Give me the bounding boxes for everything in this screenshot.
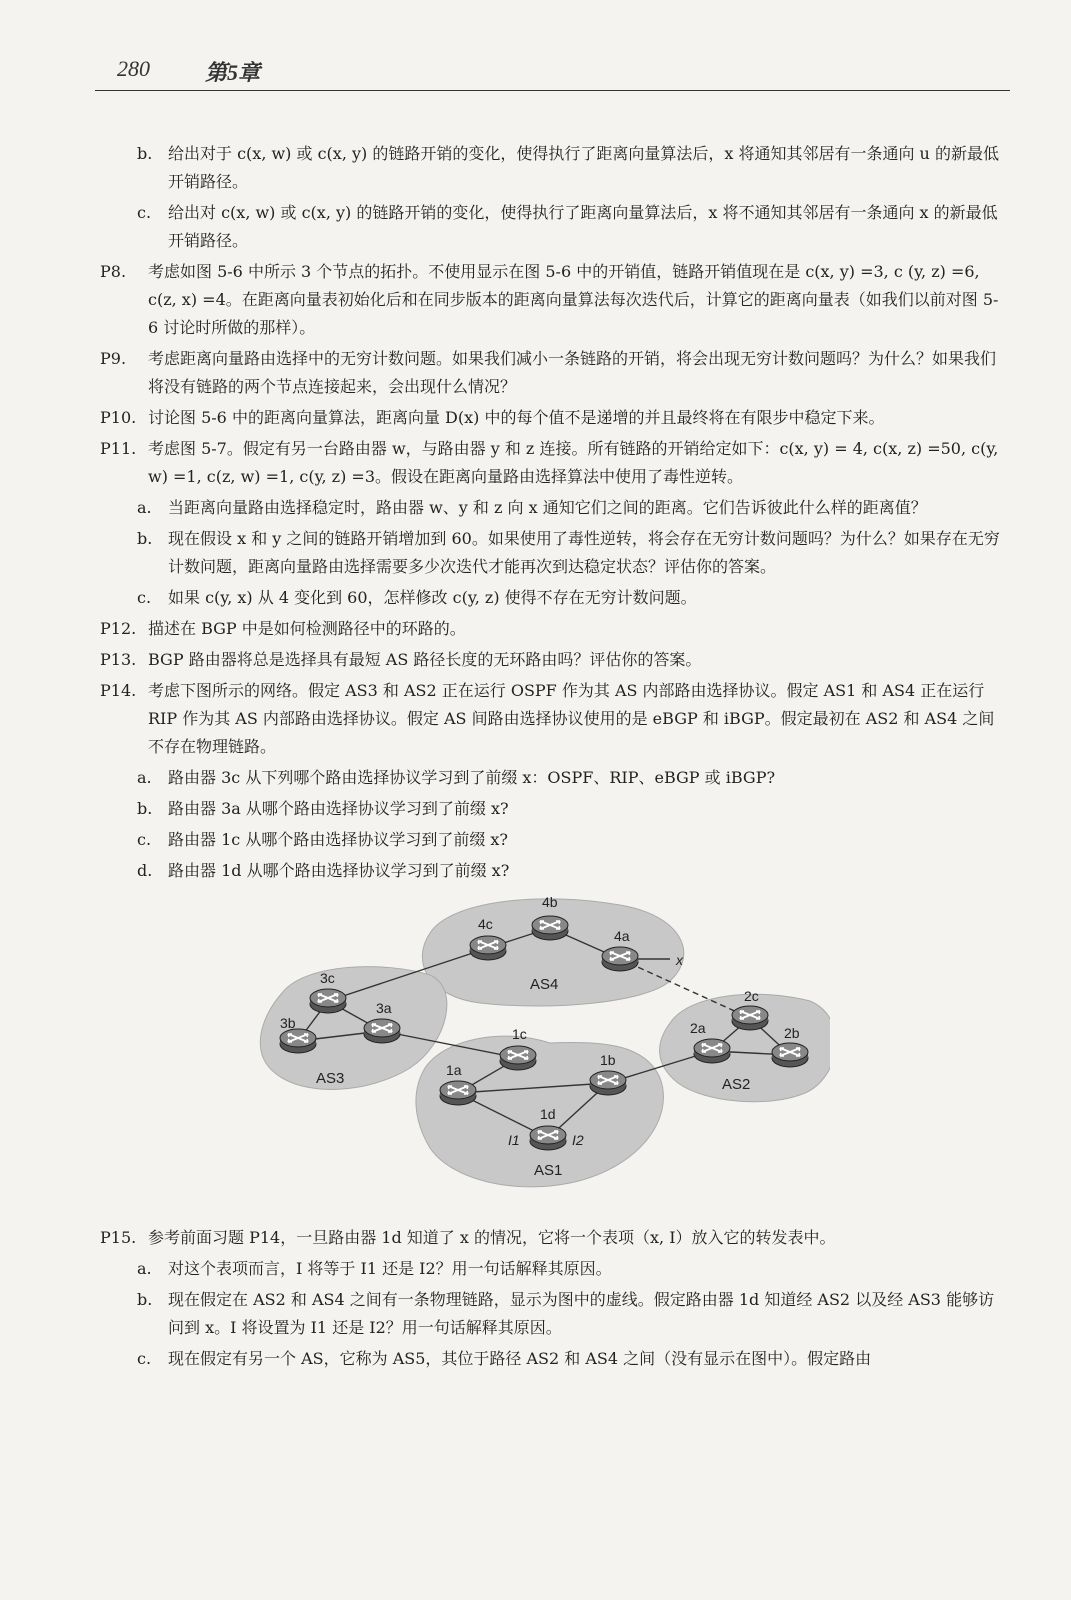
item-text: 讨论图 5-6 中的距离向量算法，距离向量 D(x) 中的每个值不是递增的并且最终将在有限步中稳定下来。 — [148, 408, 885, 427]
label-prefix-x: x — [676, 952, 683, 968]
subproblem-item — [100, 764, 1005, 792]
label-3c: 3c — [320, 970, 335, 986]
problem-item — [100, 258, 1005, 342]
label-1a: 1a — [446, 1062, 462, 1078]
item-text: 路由器 3c 从下列哪个路由选择协议学习到了前缀 x：OSPF、RIP、eBGP 或 iBGP? — [168, 768, 776, 787]
label-as3: AS3 — [316, 1070, 345, 1087]
problem-item — [100, 677, 1005, 761]
item-label: c. — [137, 203, 152, 222]
problem-item — [100, 435, 1005, 491]
label-1c: 1c — [512, 1026, 527, 1042]
label-3b: 3b — [280, 1015, 296, 1031]
router-1d — [530, 1126, 566, 1150]
item-label: P12. — [100, 619, 137, 638]
router-2a — [694, 1039, 730, 1063]
subproblem-item — [100, 199, 1005, 255]
label-interface-i1: I1 — [508, 1132, 520, 1148]
item-label: P9. — [100, 349, 127, 368]
item-text: 现在假定有另一个 AS，它称为 AS5，其位于路径 AS2 和 AS4 之间（没有显示在图中）。假定路由 — [168, 1349, 872, 1368]
item-label: P8. — [100, 262, 127, 281]
router-3c — [310, 989, 346, 1013]
router-2c — [732, 1006, 768, 1030]
router-4c — [470, 936, 506, 960]
router-3b — [280, 1029, 316, 1053]
page-header — [95, 50, 1010, 91]
item-text: 路由器 1c 从哪个路由选择协议学习到了前缀 x? — [168, 830, 509, 849]
subproblem-item — [100, 1286, 1005, 1342]
item-text: 给出对于 c(x, w) 或 c(x, y) 的链路开销的变化，使得执行了距离向量算法后，x 将通知其邻居有一条通向 u 的新最低开销路径。 — [168, 144, 999, 191]
router-1b — [590, 1071, 626, 1095]
item-label: P15. — [100, 1228, 137, 1247]
item-label: P10. — [100, 408, 137, 427]
label-2a: 2a — [690, 1020, 706, 1036]
network-figure — [100, 893, 1005, 1218]
label-as1: AS1 — [534, 1162, 563, 1179]
subproblem-item — [100, 795, 1005, 823]
item-text: 现在假设 x 和 y 之间的链路开销增加到 60。如果使用了毒性逆转，将会存在无穷计数问题吗？为什么？如果存在无穷计数问题，距离向量路由选择需要多少次迭代才能再次到达稳定状态？评估你的答案。 — [168, 529, 1000, 576]
item-text: 对这个表项而言，I 将等于 I1 还是 I2？用一句话解释其原因。 — [168, 1259, 612, 1278]
label-1d: 1d — [540, 1106, 556, 1122]
problem-item — [100, 646, 1005, 674]
router-2b — [772, 1043, 808, 1067]
item-label: a. — [137, 498, 152, 517]
problems-section-after — [100, 1224, 1005, 1373]
subproblem-item — [100, 584, 1005, 612]
item-text: 参考前面习题 P14，一旦路由器 1d 知道了 x 的情况，它将一个表项（x, I）放入它的转发表中。 — [148, 1228, 836, 1247]
item-label: a. — [137, 1259, 152, 1278]
item-label: b. — [137, 799, 153, 818]
label-1b: 1b — [600, 1052, 616, 1068]
item-label: d. — [137, 861, 153, 880]
subproblem-item — [100, 1255, 1005, 1283]
item-text: 给出对 c(x, w) 或 c(x, y) 的链路开销的变化，使得执行了距离向量算法后，x 将不通知其邻居有一条通向 x 的新最低开销路径。 — [168, 203, 998, 250]
item-label: c. — [137, 1349, 152, 1368]
subproblem-item — [100, 857, 1005, 885]
router-1c — [500, 1046, 536, 1070]
item-text: 考虑下图所示的网络。假定 AS3 和 AS2 正在运行 OSPF 作为其 AS 内部路由选择协议。假定 AS1 和 AS4 正在运行 RIP 作为其 AS 内部路由选择协议。假定 AS 间路由选择协议使用的是 eBGP 和 iBGP。假定最初在 AS2 和 AS4 之间不存在物理链路。 — [148, 681, 995, 756]
item-text: 如果 c(y, x) 从 4 变化到 60，怎样修改 c(y, z) 使得不存在无穷计数问题。 — [168, 588, 697, 607]
item-text: 考虑距离向量路由选择中的无穷计数问题。如果我们减小一条链路的开销，将会出现无穷计数问题吗？为什么？如果我们将没有链路的两个节点连接起来，会出现什么情况？ — [148, 349, 997, 396]
item-label: b. — [137, 144, 153, 163]
label-4c: 4c — [478, 916, 493, 932]
item-text: 路由器 1d 从哪个路由选择协议学习到了前缀 x? — [168, 861, 510, 880]
subproblem-item — [100, 140, 1005, 196]
item-text: 路由器 3a 从哪个路由选择协议学习到了前缀 x? — [168, 799, 509, 818]
router-4b — [532, 916, 568, 940]
item-label: c. — [137, 830, 152, 849]
label-4a: 4a — [614, 928, 630, 944]
label-as4: AS4 — [530, 976, 559, 993]
chapter-title: 第5章 — [205, 60, 261, 85]
item-label: P11. — [100, 439, 137, 458]
label-as2: AS2 — [722, 1076, 751, 1093]
label-4b: 4b — [542, 894, 558, 910]
router-1a — [440, 1081, 476, 1105]
item-text: 描述在 BGP 中是如何检测路径中的环路的。 — [148, 619, 466, 638]
item-text: 考虑图 5-7。假定有另一台路由器 w，与路由器 y 和 z 连接。所有链路的开销给定如下：c(x, y) = 4, c(x, z) =50, c(y, w) =1, c(z, w) =1, c(y, z) =3。假设在距离向量路由选择算法中使用了毒性逆转。 — [148, 439, 999, 486]
item-label: P14. — [100, 681, 137, 700]
subproblem-item — [100, 494, 1005, 522]
page-content — [100, 140, 1005, 1376]
problem-item — [100, 345, 1005, 401]
item-label: b. — [137, 529, 153, 548]
item-label: c. — [137, 588, 152, 607]
subproblem-item — [100, 826, 1005, 854]
label-interface-i2: I2 — [572, 1132, 584, 1148]
item-text: 现在假定在 AS2 和 AS4 之间有一条物理链路，显示为图中的虚线。假定路由器 1d 知道经 AS2 以及经 AS3 能够访问到 x。I 将设置为 I1 还是 I2？用一句话解释其原因。 — [168, 1290, 995, 1337]
problem-item — [100, 615, 1005, 643]
problem-item — [100, 1224, 1005, 1252]
label-2b: 2b — [784, 1025, 800, 1041]
item-text: BGP 路由器将总是选择具有最短 AS 路径长度的无环路由吗？评估你的答案。 — [148, 650, 702, 669]
problems-section — [100, 140, 1005, 885]
subproblem-item — [100, 1345, 1005, 1373]
router-4a — [602, 947, 638, 971]
item-label: a. — [137, 768, 152, 787]
item-text: 当距离向量路由选择稳定时，路由器 w、y 和 z 向 x 通知它们之间的距离。它们告诉彼此什么样的距离值？ — [168, 498, 927, 517]
label-2c: 2c — [744, 988, 759, 1004]
page-number: 280 — [117, 56, 150, 81]
label-3a: 3a — [376, 1000, 392, 1016]
network-diagram — [250, 893, 830, 1218]
router-3a — [364, 1019, 400, 1043]
problem-item — [100, 404, 1005, 432]
item-label: b. — [137, 1290, 153, 1309]
subproblem-item — [100, 525, 1005, 581]
item-label: P13. — [100, 650, 137, 669]
item-text: 考虑如图 5-6 中所示 3 个节点的拓扑。不使用显示在图 5-6 中的开销值，链路开销值现在是 c(x, y) =3, c (y, z) =6, c(z, x) =4。在距离向量表初始化后和在同步版本的距离向量算法每次迭代后，计算它的距离向量表（如我们以前对图 5-6 讨论时所做的那样）。 — [148, 262, 999, 337]
